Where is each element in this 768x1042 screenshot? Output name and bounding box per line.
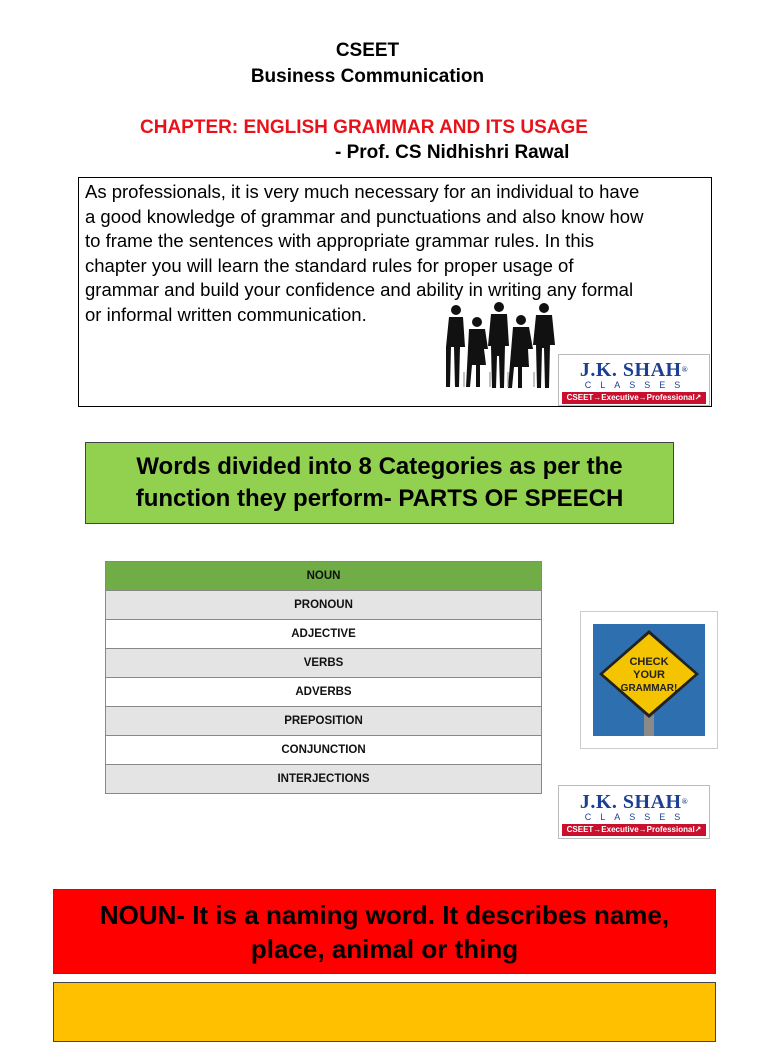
- check-your-grammar-image: [580, 611, 718, 749]
- table-row-interjections: INTERJECTIONS: [106, 765, 542, 794]
- table-row-pronoun: PRONOUN: [106, 591, 542, 620]
- table-row-conjunction: CONJUNCTION: [106, 736, 542, 765]
- noun-line: NOUN- It is a naming word. It describes name,: [99, 899, 670, 930]
- intro-line: to frame the sentences with appropriate grammar rules. In this: [85, 230, 594, 251]
- sign-line-2: YOUR: [633, 669, 665, 681]
- noun-line: place, animal or thing: [250, 933, 519, 964]
- logo-tagline: CSEET→Executive→Professional↗: [562, 392, 706, 404]
- logo-name: J.K. SHAH: [579, 791, 682, 813]
- business-people-silhouette-icon: [444, 302, 562, 390]
- noun-definition-box: [53, 889, 716, 974]
- intro-line: or informal written communication.: [85, 303, 367, 325]
- table-row-adverbs: ADVERBS: [106, 678, 542, 707]
- table-row-preposition: PREPOSITION: [106, 707, 542, 736]
- intro-line: chapter you will learn the standard rules for proper usage of: [85, 254, 574, 276]
- intro-line: grammar and build your confidence and ability in writing any formal: [85, 279, 634, 300]
- logo-sub: CLASSES: [584, 812, 690, 822]
- logo-tagline: CSEET→Executive→Professional↗: [562, 824, 706, 836]
- table-row-noun: NOUN: [106, 562, 542, 591]
- jk-shah-logo: [558, 354, 710, 406]
- parts-of-speech-table: [105, 561, 542, 794]
- yellow-content-box: [53, 982, 716, 1042]
- document-title: CSEET: [335, 40, 400, 61]
- sign-line-3: GRAMMAR!: [620, 683, 678, 694]
- parts-of-speech-heading: [136, 451, 624, 515]
- heading-line: Words divided into 8 Categories as per the: [136, 453, 623, 480]
- chapter-title: CHAPTER: ENGLISH GRAMMAR AND ITS USAGE: [140, 117, 588, 138]
- sign-line-1: CHECK: [629, 656, 669, 668]
- intro-line: a good knowledge of grammar and punctuations and also know how: [85, 205, 644, 227]
- table-row-verbs: VERBS: [106, 649, 542, 678]
- parts-of-speech-heading-box: [85, 442, 674, 524]
- logo-name: J.K. SHAH: [579, 359, 682, 381]
- noun-definition: [100, 898, 669, 966]
- author-line: - Prof. CS Nidhishri Rawal: [335, 142, 570, 163]
- intro-paragraph: [85, 180, 705, 327]
- table-row-adjective: ADJECTIVE: [106, 620, 542, 649]
- intro-line: As professionals, it is very much necessary for an individual to have: [85, 181, 640, 202]
- logo-registered-mark: ®: [681, 797, 689, 806]
- logo-registered-mark: ®: [681, 365, 689, 374]
- warning-sign-icon: [581, 612, 717, 748]
- heading-line: function they perform- PARTS OF SPEECH: [135, 485, 624, 512]
- document-subtitle: Business Communication: [250, 66, 485, 87]
- jk-shah-logo: [558, 785, 710, 839]
- logo-sub: CLASSES: [584, 380, 690, 390]
